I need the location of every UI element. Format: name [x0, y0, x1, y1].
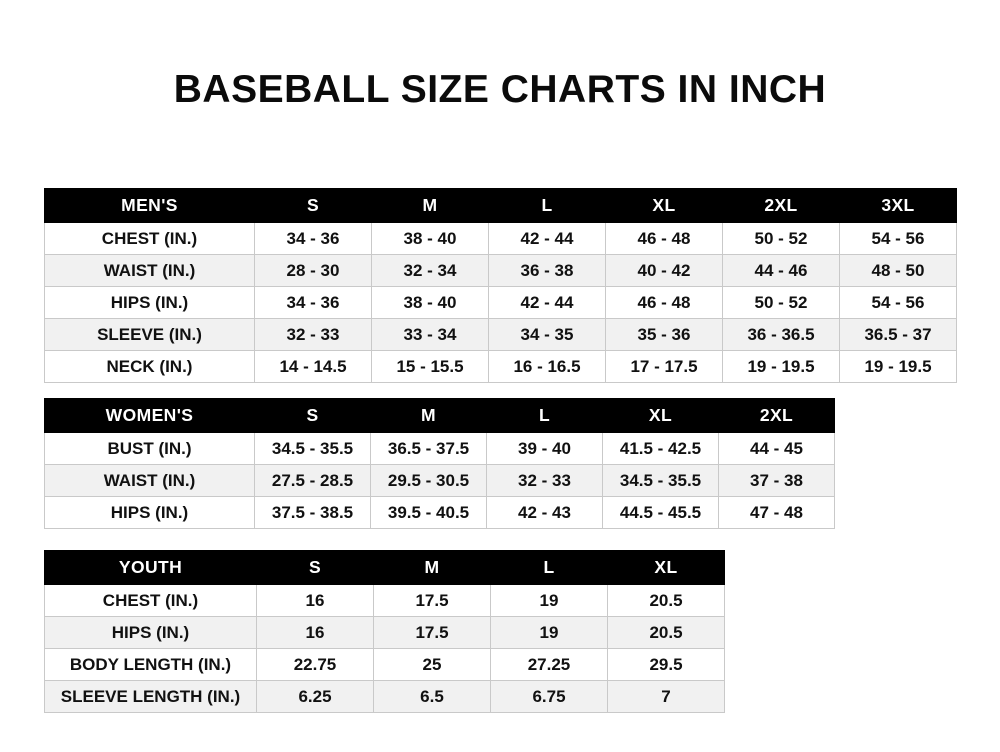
- table-row: [45, 287, 957, 319]
- cell-value: 44.5 - 45.5: [603, 497, 719, 529]
- table-row: [45, 351, 957, 383]
- cell-value: 17 - 17.5: [606, 351, 723, 383]
- cell-value: 6.75: [491, 681, 608, 713]
- cell-value: 44 - 45: [719, 433, 835, 465]
- row-label: CHEST (IN.): [45, 585, 257, 617]
- cell-value: 15 - 15.5: [372, 351, 489, 383]
- table-header-row: [45, 551, 725, 585]
- cell-value: 25: [374, 649, 491, 681]
- youth-header-l: L: [491, 551, 608, 585]
- mens-header-xl: XL: [606, 189, 723, 223]
- mens-header-s: S: [255, 189, 372, 223]
- cell-value: 19: [491, 585, 608, 617]
- table-row: [45, 497, 835, 529]
- cell-value: 32 - 33: [487, 465, 603, 497]
- youth-header-s: S: [257, 551, 374, 585]
- cell-value: 44 - 46: [723, 255, 840, 287]
- womens-size-table: [44, 398, 835, 529]
- cell-value: 27.5 - 28.5: [255, 465, 371, 497]
- cell-value: 39.5 - 40.5: [371, 497, 487, 529]
- womens-header-m: M: [371, 399, 487, 433]
- cell-value: 40 - 42: [606, 255, 723, 287]
- table-row: [45, 681, 725, 713]
- cell-value: 41.5 - 42.5: [603, 433, 719, 465]
- cell-value: 22.75: [257, 649, 374, 681]
- table-row: [45, 433, 835, 465]
- womens-header-2xl: 2XL: [719, 399, 835, 433]
- cell-value: 39 - 40: [487, 433, 603, 465]
- row-label: SLEEVE LENGTH (IN.): [45, 681, 257, 713]
- row-label: HIPS (IN.): [45, 497, 255, 529]
- youth-size-table: [44, 550, 725, 713]
- mens-header-3xl: 3XL: [840, 189, 957, 223]
- cell-value: 46 - 48: [606, 223, 723, 255]
- mens-table-header: [45, 189, 957, 223]
- cell-value: 29.5: [608, 649, 725, 681]
- youth-header-category: YOUTH: [45, 551, 257, 585]
- cell-value: 36.5 - 37: [840, 319, 957, 351]
- row-label: WAIST (IN.): [45, 465, 255, 497]
- youth-header-m: M: [374, 551, 491, 585]
- row-label: NECK (IN.): [45, 351, 255, 383]
- mens-size-table: [44, 188, 957, 383]
- cell-value: 42 - 43: [487, 497, 603, 529]
- row-label: BODY LENGTH (IN.): [45, 649, 257, 681]
- cell-value: 42 - 44: [489, 287, 606, 319]
- table-header-row: [45, 399, 835, 433]
- page-title: BASEBALL SIZE CHARTS IN INCH: [173, 68, 827, 111]
- table-header-row: [45, 189, 957, 223]
- cell-value: 48 - 50: [840, 255, 957, 287]
- table-row: [45, 617, 725, 649]
- cell-value: 54 - 56: [840, 287, 957, 319]
- cell-value: 29.5 - 30.5: [371, 465, 487, 497]
- cell-value: 6.5: [374, 681, 491, 713]
- row-label: WAIST (IN.): [45, 255, 255, 287]
- cell-value: 17.5: [374, 585, 491, 617]
- cell-value: 7: [608, 681, 725, 713]
- cell-value: 34 - 35: [489, 319, 606, 351]
- youth-table-body: [45, 585, 725, 713]
- cell-value: 19 - 19.5: [840, 351, 957, 383]
- row-label: HIPS (IN.): [45, 287, 255, 319]
- cell-value: 34.5 - 35.5: [603, 465, 719, 497]
- cell-value: 36.5 - 37.5: [371, 433, 487, 465]
- youth-size-table-container: [44, 550, 724, 713]
- table-row: [45, 465, 835, 497]
- womens-header-xl: XL: [603, 399, 719, 433]
- cell-value: 34 - 36: [255, 287, 372, 319]
- cell-value: 37.5 - 38.5: [255, 497, 371, 529]
- cell-value: 46 - 48: [606, 287, 723, 319]
- womens-header-s: S: [255, 399, 371, 433]
- cell-value: 19: [491, 617, 608, 649]
- cell-value: 54 - 56: [840, 223, 957, 255]
- mens-header-m: M: [372, 189, 489, 223]
- cell-value: 32 - 33: [255, 319, 372, 351]
- cell-value: 36 - 36.5: [723, 319, 840, 351]
- cell-value: 34 - 36: [255, 223, 372, 255]
- table-row: [45, 585, 725, 617]
- cell-value: 38 - 40: [372, 287, 489, 319]
- table-row: [45, 223, 957, 255]
- table-row: [45, 319, 957, 351]
- row-label: CHEST (IN.): [45, 223, 255, 255]
- row-label: SLEEVE (IN.): [45, 319, 255, 351]
- cell-value: 14 - 14.5: [255, 351, 372, 383]
- row-label: HIPS (IN.): [45, 617, 257, 649]
- cell-value: 36 - 38: [489, 255, 606, 287]
- table-row: [45, 649, 725, 681]
- womens-header-l: L: [487, 399, 603, 433]
- row-label: BUST (IN.): [45, 433, 255, 465]
- cell-value: 34.5 - 35.5: [255, 433, 371, 465]
- cell-value: 50 - 52: [723, 223, 840, 255]
- cell-value: 32 - 34: [372, 255, 489, 287]
- womens-size-table-container: [44, 398, 834, 529]
- cell-value: 16: [257, 585, 374, 617]
- mens-header-l: L: [489, 189, 606, 223]
- cell-value: 19 - 19.5: [723, 351, 840, 383]
- cell-value: 28 - 30: [255, 255, 372, 287]
- mens-header-category: MEN'S: [45, 189, 255, 223]
- womens-table-body: [45, 433, 835, 529]
- youth-header-xl: XL: [608, 551, 725, 585]
- mens-header-2xl: 2XL: [723, 189, 840, 223]
- mens-size-table-container: [44, 188, 956, 383]
- cell-value: 50 - 52: [723, 287, 840, 319]
- cell-value: 37 - 38: [719, 465, 835, 497]
- cell-value: 20.5: [608, 617, 725, 649]
- cell-value: 16 - 16.5: [489, 351, 606, 383]
- womens-header-category: WOMEN'S: [45, 399, 255, 433]
- cell-value: 38 - 40: [372, 223, 489, 255]
- youth-table-header: [45, 551, 725, 585]
- cell-value: 27.25: [491, 649, 608, 681]
- mens-table-body: [45, 223, 957, 383]
- cell-value: 16: [257, 617, 374, 649]
- cell-value: 33 - 34: [372, 319, 489, 351]
- cell-value: 35 - 36: [606, 319, 723, 351]
- cell-value: 17.5: [374, 617, 491, 649]
- cell-value: 20.5: [608, 585, 725, 617]
- cell-value: 42 - 44: [489, 223, 606, 255]
- cell-value: 47 - 48: [719, 497, 835, 529]
- womens-table-header: [45, 399, 835, 433]
- table-row: [45, 255, 957, 287]
- cell-value: 6.25: [257, 681, 374, 713]
